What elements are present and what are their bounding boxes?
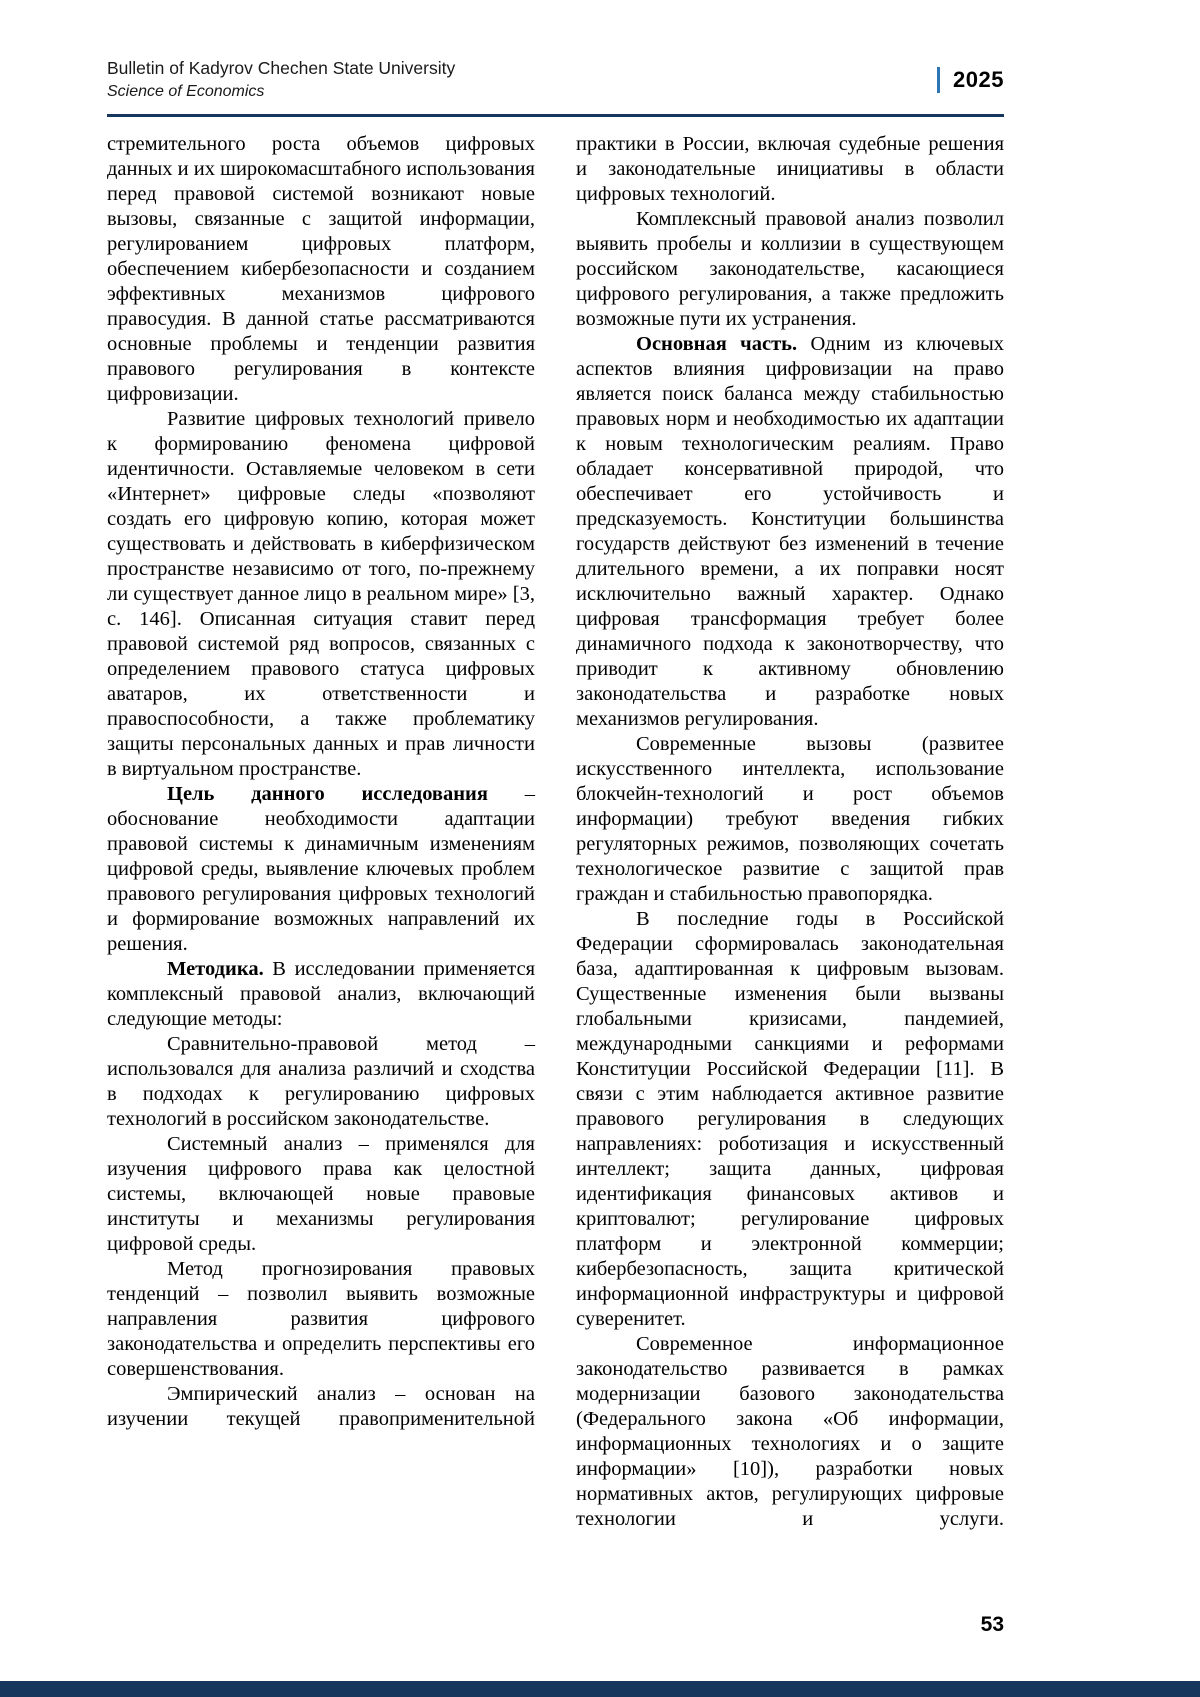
paragraph-text: Сравнительно-правовой метод – использовался для анализа различий и сходства в подходах к регулированию цифровых технологий в российском законодательстве. xyxy=(107,1033,535,1130)
paragraph-text: Эмпирический анализ – основан на изучении текущей правоприменительной xyxy=(107,1383,535,1430)
year-divider-bar xyxy=(937,67,940,93)
publication-year: 2025 xyxy=(953,66,1004,92)
article-right-column xyxy=(576,132,1004,1577)
paragraph-text: стремительного роста объемов цифровых данных и их широкомасштабного использования перед правовой системой возникают новые вызовы, связанные с защитой информации, регулированием цифровых платформ, обеспечением кибербезопасности и созданием эффективных механизмов цифрового правосудия. В данной статье рассматриваются основные проблемы и тенденции развития правового регулирования в контексте цифровизации. xyxy=(107,133,535,405)
paragraph xyxy=(107,782,535,957)
paragraph xyxy=(107,1032,535,1132)
paragraph xyxy=(576,332,1004,732)
paragraph-lead: Методика. xyxy=(167,958,264,980)
paragraph-text: Современное информационное законодательство развивается в рамках модернизации базового законодательства (Федерального закона «Об информации, информационных технологиях и о защите информации» [10]), разработки новых нормативных актов, регулирующих цифровые технологии и услуги. xyxy=(576,1333,1004,1530)
header-rule xyxy=(107,114,1004,117)
paragraph xyxy=(576,132,1004,207)
publication-year-block xyxy=(937,67,1004,93)
paragraph xyxy=(107,1132,535,1257)
paragraph-text: практики в России, включая судебные решения и законодательные инициативы в области цифровых технологий. xyxy=(576,133,1004,205)
paragraph-lead: Цель данного исследования xyxy=(167,783,488,805)
paragraph-text: – обоснование необходимости адаптации правовой системы к динамичным изменениям цифровой среды, выявление ключевых проблем правового регулирования цифровых технологий и формирование возможных направлений их решения. xyxy=(107,783,535,955)
article-left-column xyxy=(107,132,535,1577)
bottom-bar xyxy=(0,1681,1200,1697)
journal-identity xyxy=(107,58,455,101)
paragraph-text: Системный анализ – применялся для изучения цифрового права как целостной системы, включающей новые правовые институты и механизмы регулирования цифровой среды. xyxy=(107,1133,535,1255)
paragraph xyxy=(576,907,1004,1332)
page-header xyxy=(107,0,1004,101)
paragraph xyxy=(107,1382,535,1432)
paragraph-text: Развитие цифровых технологий привело к формированию феномена цифровой идентичности. Оставляемые человеком в сети «Интернет» цифровые следы «позволяют создать его цифровую копию, которая может существовать и действовать в киберфизическом пространстве независимо от того, по-прежнему ли существует данное лицо в реальном мире» [3, с. 146]. Описанная ситуация ставит перед правовой системой ряд вопросов, связанных с определением правового статуса цифровых аватаров, их ответственности и правоспособности, а также проблематику защиты персональных данных и прав личности в виртуальном пространстве. xyxy=(107,408,535,780)
paragraph xyxy=(107,957,535,1032)
page-number: 53 xyxy=(980,1613,1004,1636)
paragraph-text: В исследовании применяется комплексный правовой анализ, включающий следующие методы: xyxy=(107,958,535,1030)
paragraph-text: Комплексный правовой анализ позволил выявить пробелы и коллизии в существующем российском законодательстве, касающиеся цифрового регулирования, а также предложить возможные пути их устранения. xyxy=(576,208,1004,330)
paragraph-lead: Основная часть. xyxy=(636,333,798,355)
journal-title: Bulletin of Kadyrov Chechen State University xyxy=(107,58,456,78)
paragraph xyxy=(576,207,1004,332)
paragraph xyxy=(576,1332,1004,1532)
paragraph xyxy=(107,407,535,782)
paragraph-text: Современные вызовы (развитее искусственного интеллекта, использование блокчейн-технологий и рост объемов информации) требуют введения гибких регуляторных режимов, позволяющих сочетать технологическое развитие с защитой прав граждан и стабильностью правопорядка. xyxy=(576,733,1004,905)
paragraph-text: Одним из ключевых аспектов влияния цифровизации на право является поиск баланса между стабильностью правовых норм и необходимостью их адаптации к новым технологическим реалиям. Право обладает консервативной природой, что обеспечивает его устойчивость и предсказуемость. Конституции большинства государств действуют без изменений в течение длительного времени, а их поправки носят исключительно важный характер. Однако цифровая трансформация требует более динамичного подхода к законотворчеству, что приводит к активному обновлению законодательства и разработке новых механизмов регулирования. xyxy=(576,333,1004,730)
paragraph xyxy=(576,732,1004,907)
paragraph-text: Метод прогнозирования правовых тенденций – позволил выявить возможные направления развития цифрового законодательства и определить перспективы его совершенствования. xyxy=(107,1258,535,1380)
paragraph-text: В последние годы в Российской Федерации сформировалась законодательная база, адаптированная к цифровым вызовам. Существенные изменения были вызваны глобальными кризисами, пандемией, международными санкциями и реформами Конституции Российской Федерации [11]. В связи с этим наблюдается активное развитие правового регулирования в следующих направлениях: роботизация и искусственный интеллект; защита данных, цифровая идентификация финансовых активов и криптовалют; регулирование цифровых платформ и электронной коммерции; кибербезопасность, защита критической информационной инфраструктуры и цифровой суверенитет. xyxy=(576,908,1004,1330)
article-body xyxy=(107,132,1004,1577)
journal-subtitle: Science of Economics xyxy=(107,83,265,100)
paragraph xyxy=(107,1257,535,1382)
paragraph xyxy=(107,132,535,407)
